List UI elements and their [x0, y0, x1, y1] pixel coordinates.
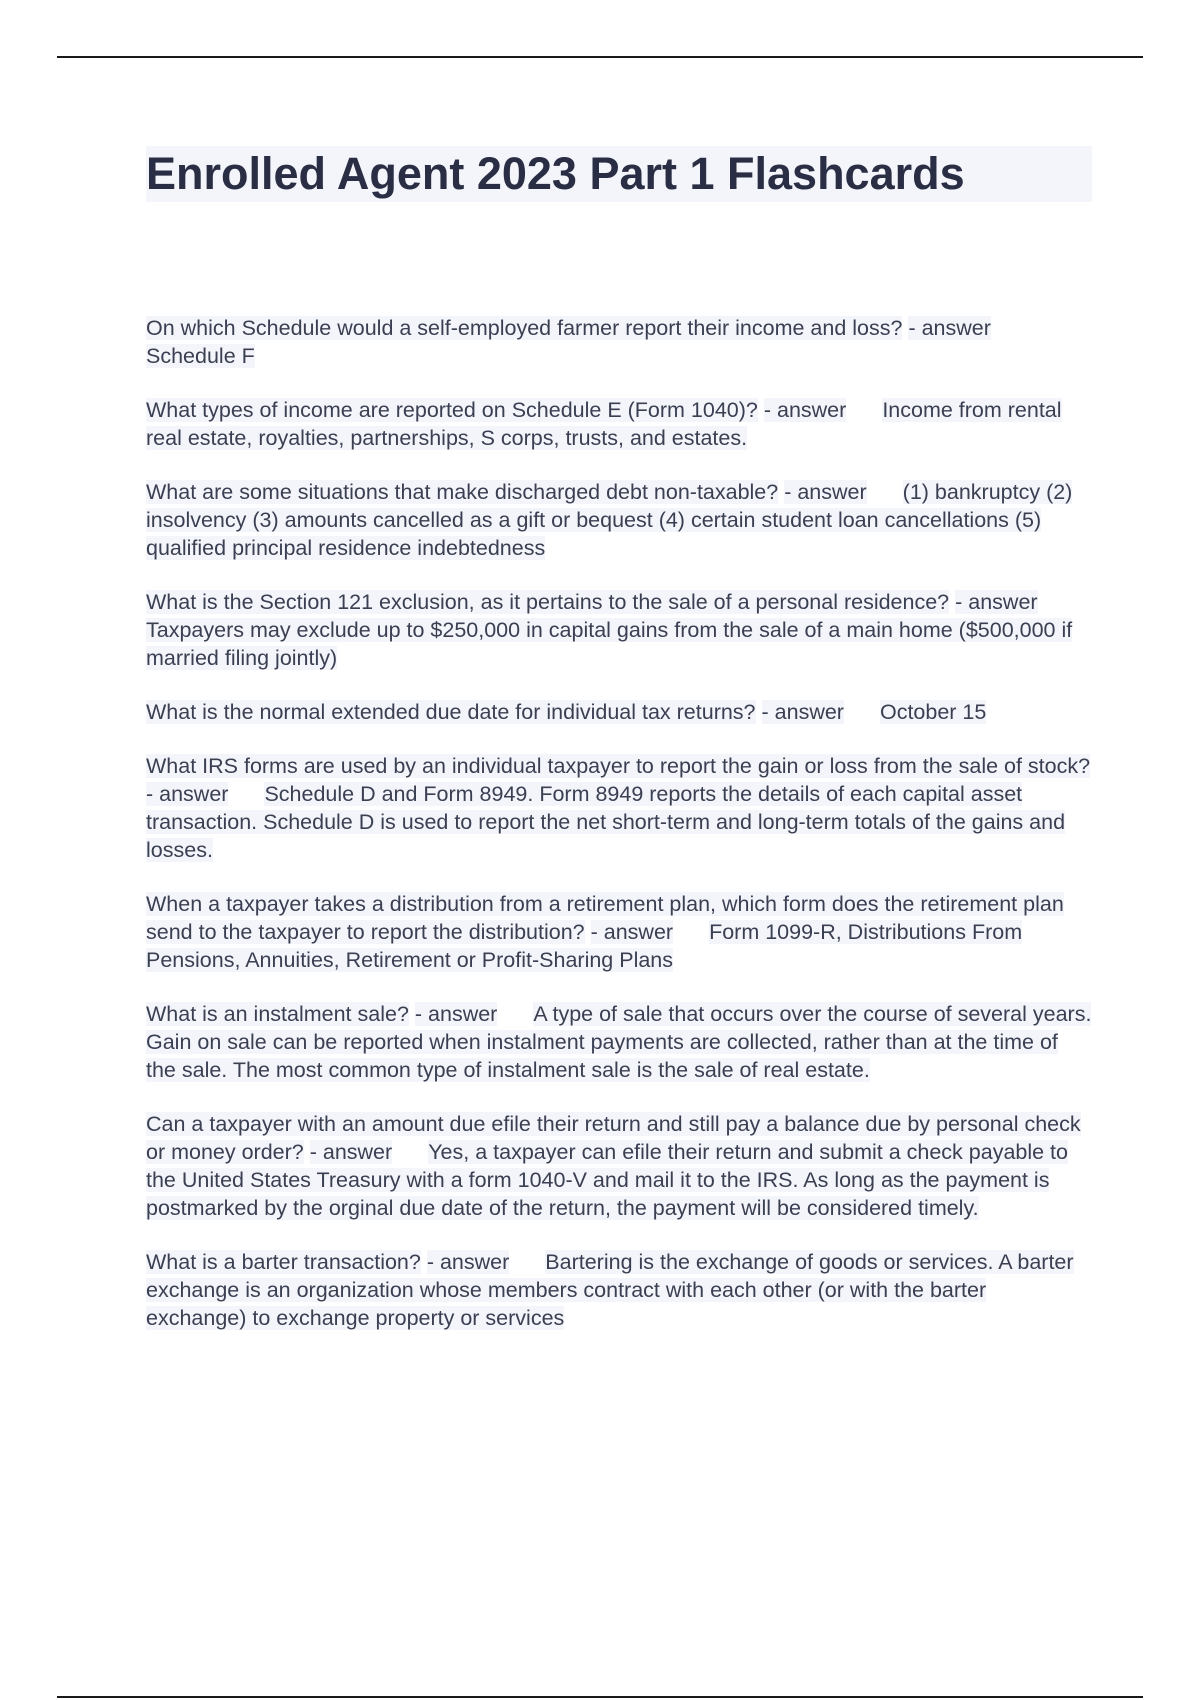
flashcard	[146, 890, 1092, 974]
flashcard	[146, 396, 1092, 452]
flashcard	[146, 1248, 1092, 1332]
flashcard-answer: October 15	[879, 700, 987, 724]
answer-separator: - answer	[426, 1250, 510, 1274]
flashcard	[146, 314, 1092, 370]
answer-separator: - answer	[146, 782, 229, 806]
flashcard	[146, 1000, 1092, 1084]
flashcard	[146, 752, 1092, 864]
flashcard-answer: Schedule F	[146, 344, 255, 368]
flashcard-question: What IRS forms are used by an individual taxpayer to report the gain or loss from the sale of stock?	[146, 754, 1091, 778]
document-page	[146, 146, 1092, 1358]
flashcard	[146, 1110, 1092, 1222]
flashcard-question: When a taxpayer takes a distribution from a retirement plan, which form does the retirement plan send to the taxpayer to report the distribution?	[146, 892, 1064, 944]
answer-separator: - answer	[590, 920, 674, 944]
flashcard-question: What is the Section 121 exclusion, as it pertains to the sale of a personal residence?	[146, 590, 950, 614]
top-rule	[57, 56, 1143, 58]
flashcard-list	[146, 314, 1092, 1332]
flashcard	[146, 478, 1092, 562]
flashcard-answer: Yes, a taxpayer can efile their return and submit a check payable to the United States Treasury with a form 1040-V and mail it to the IRS. As long as the payment is postmarked by the orginal due date of the return, the payment will be considered timely.	[146, 1140, 1068, 1220]
flashcard-question: What is a barter transaction?	[146, 1250, 421, 1274]
flashcard-answer: Taxpayers may exclude up to $250,000 in capital gains from the sale of a main home ($500,000 if married filing jointly)	[146, 618, 1073, 670]
flashcard-answer: (1) bankruptcy (2) insolvency (3) amounts cancelled as a gift or bequest (4) certain student loan cancellations (5) qualified principal residence indebtedness	[146, 480, 1073, 560]
answer-separator: - answer	[414, 1002, 498, 1026]
flashcard	[146, 588, 1092, 672]
flashcard-question: On which Schedule would a self-employed farmer report their income and loss?	[146, 316, 903, 340]
answer-separator: - answer	[761, 700, 844, 724]
flashcard-answer: Income from rental real estate, royalties, partnerships, S corps, trusts, and estates.	[146, 398, 1062, 450]
answer-separator: - answer	[955, 590, 1038, 614]
flashcard-answer: Schedule D and Form 8949. Form 8949 reports the details of each capital asset transaction. Schedule D is used to report the net short-term and long-term totals of the gains and losses.	[146, 782, 1066, 862]
flashcard-answer: A type of sale that occurs over the course of several years. Gain on sale can be reported when instalment payments are collected, rather than at the time of the sale. The most common type of instalment sale is the sale of real estate.	[146, 1002, 1092, 1082]
answer-separator: - answer	[763, 398, 847, 422]
page-title: Enrolled Agent 2023 Part 1 Flashcards	[146, 146, 1092, 202]
flashcard-question: What is the normal extended due date for individual tax returns?	[146, 700, 756, 724]
answer-separator: - answer	[309, 1140, 393, 1164]
flashcard-question: Can a taxpayer with an amount due efile their return and still pay a balance due by personal check or money order?	[146, 1112, 1081, 1164]
flashcard	[146, 698, 1092, 726]
flashcard-question: What are some situations that make discharged debt non-taxable?	[146, 480, 779, 504]
answer-separator: - answer	[784, 480, 867, 504]
flashcard-answer: Bartering is the exchange of goods or services. A barter exchange is an organization whose members contract with each other (or with the barter exchange) to exchange property or services	[146, 1250, 1074, 1330]
bottom-rule	[57, 1696, 1143, 1698]
flashcard-question: What types of income are reported on Schedule E (Form 1040)?	[146, 398, 758, 422]
flashcard-answer: Form 1099-R, Distributions From Pensions, Annuities, Retirement or Profit-Sharing Plans	[146, 920, 1023, 972]
answer-separator: - answer	[908, 316, 991, 340]
flashcard-question: What is an instalment sale?	[146, 1002, 409, 1026]
